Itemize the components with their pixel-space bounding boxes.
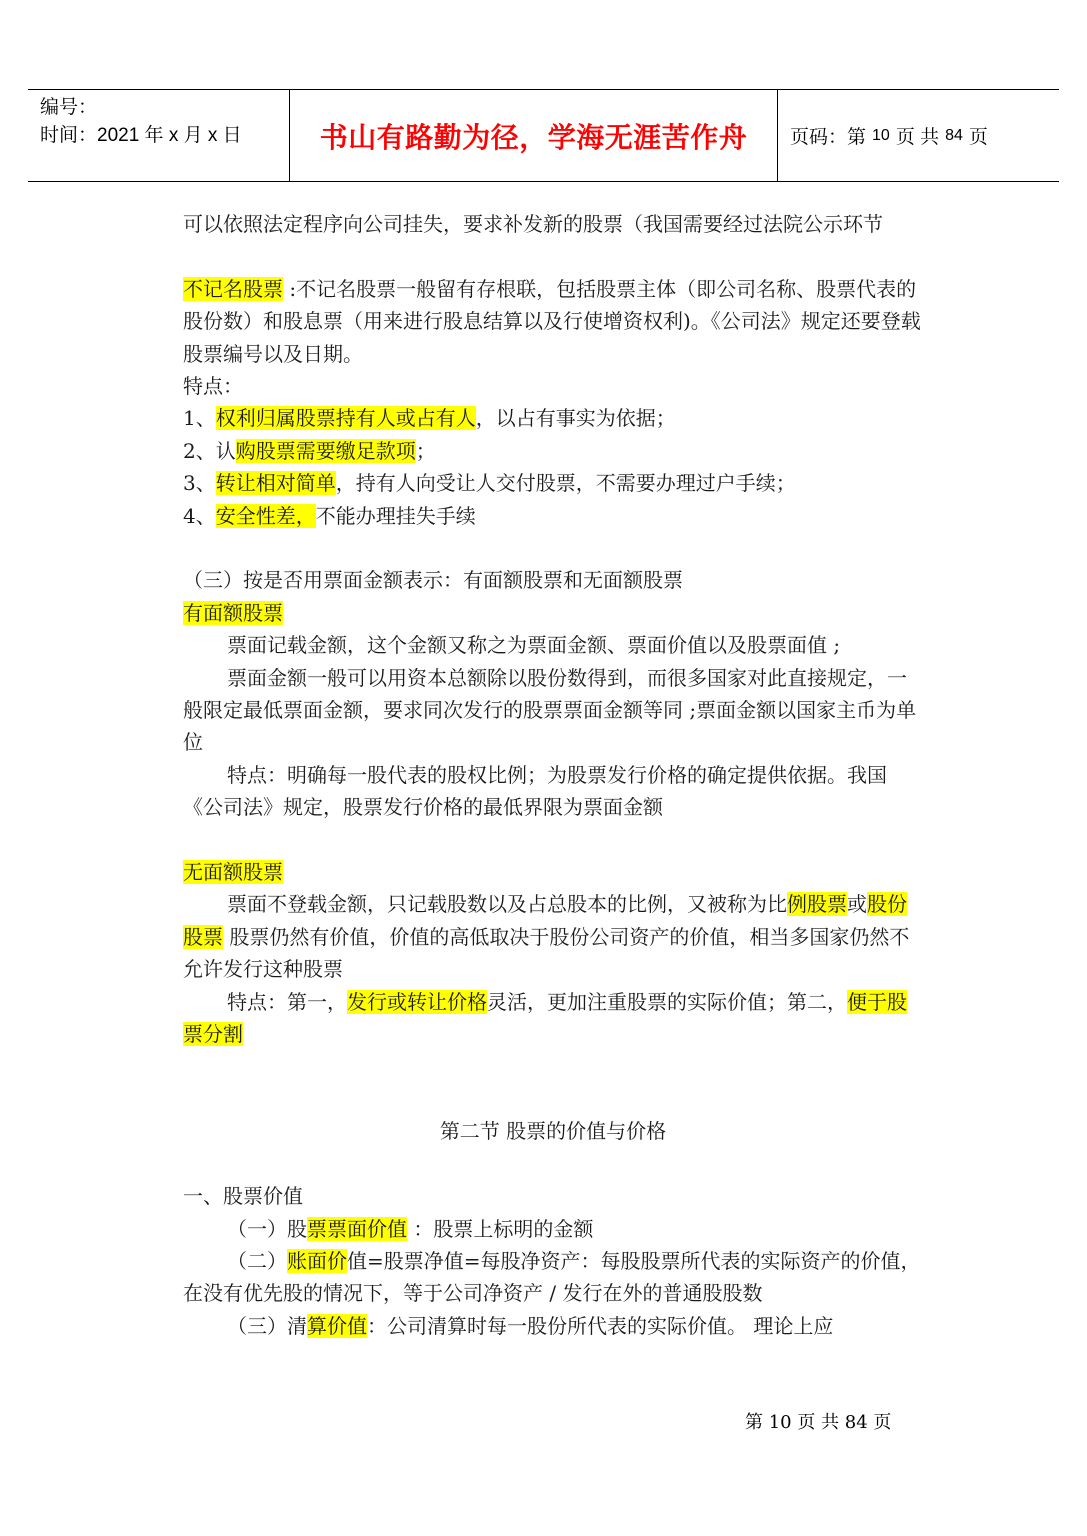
value-item-2-post: 值=股票净值=每股净资产：每股股票所代表的实际资产的价值，在没有优先股的情况下，等于公司净资产 / 发行在外的普通股股数 xyxy=(183,1248,921,1306)
par-value-p1: 票面记载金额，这个金额又称之为票面金额、票面价值以及股票面值 ; xyxy=(227,633,841,658)
stock-value-heading: 一、股票价值 xyxy=(183,1184,303,1209)
feature-3-text: ，持有人向受让人交付股票，不需要办理过户手续； xyxy=(335,471,796,496)
value-item-3-highlight: 算价值 xyxy=(307,1313,367,1338)
value-item-3-pre: （三）清 xyxy=(227,1313,307,1338)
bearer-features-label: 特点： xyxy=(183,374,243,399)
value-item-2-pre: （二） xyxy=(227,1248,287,1273)
no-par-p2-highlight-1: 发行或转让价格 xyxy=(347,989,487,1014)
stock-value-item-1 xyxy=(183,1213,923,1245)
par-value-term-line xyxy=(183,597,923,629)
paragraph-continuation: 可以依照法定程序向公司挂失，要求补发新的股票（我国需要经过法院公示环节 xyxy=(183,212,883,236)
bearer-feature-2 xyxy=(183,435,923,467)
no-par-p2-highlight-2: 便于股票分割 xyxy=(183,989,907,1047)
feature-1-num: 1、 xyxy=(183,406,216,431)
value-item-3-post: ：公司清算时每一股份所代表的实际价值。 理论上应 xyxy=(367,1313,834,1338)
value-item-1-post: ：股票上标明的金额 xyxy=(407,1216,594,1241)
no-par-p2-a: 特点：第一， xyxy=(227,989,347,1014)
feature-4-highlight: 安全性差， xyxy=(215,503,316,528)
par-value-p3: 特点：明确每一股代表的股权比例；为股票发行价格的确定提供依据。我国《公司法》规定，股票发行价格的最低界限为票面金额 xyxy=(183,762,887,820)
stock-value-item-3 xyxy=(183,1310,923,1342)
par-value-p2: 票面金额一般可以用资本总额除以股份数得到，而很多国家对此直接规定，一般限定最低票面金额，要求同次发行的股票票面金额等同 ;票面金额以国家主币为单位 xyxy=(183,665,917,755)
value-item-1-pre: （一）股 xyxy=(227,1216,307,1241)
no-par-p1-a: 票面不登载金额，只记载股数以及占总股本的比例，又被称为比 xyxy=(227,892,787,917)
header-page-prefix: 页码：第 xyxy=(790,127,867,148)
no-par-p1-b: 或 xyxy=(847,892,867,917)
document-body xyxy=(183,208,923,1342)
value-item-2-highlight: 账面价 xyxy=(287,1248,347,1273)
header-page-mid: 页 共 xyxy=(895,127,940,148)
no-par-p1-highlight-2: 股份股票 xyxy=(183,892,907,949)
par-value-heading: （三）按是否用票面金额表示：有面额股票和无面额股票 xyxy=(183,568,683,593)
feature-1-highlight: 权利归属股票持有人或占有人 xyxy=(215,406,476,431)
bearer-feature-4 xyxy=(183,500,923,532)
no-par-p2-b: 灵活，更加注重股票的实际价值；第二， xyxy=(487,989,847,1014)
header-page-current: 10 xyxy=(872,126,890,144)
header-motto: 书山有路勤为径，学海无涯苦作舟 xyxy=(290,90,778,181)
no-par-term: 无面额股票 xyxy=(183,860,283,885)
no-par-p1-highlight-1: 例股票 xyxy=(787,892,847,917)
stock-value-item-2 xyxy=(183,1245,923,1310)
bearer-feature-1 xyxy=(183,402,923,434)
feature-3-num: 3、 xyxy=(183,471,216,496)
no-par-term-line xyxy=(183,856,923,888)
feature-2-text: ； xyxy=(415,438,436,463)
bearer-stock-definition xyxy=(183,273,923,370)
section-2-title: 第二节 股票的价值与价格 xyxy=(439,1119,667,1144)
no-par-p2 xyxy=(183,986,923,1051)
value-item-1-highlight: 票票面价值 xyxy=(307,1216,407,1241)
header-page-suffix: 页 xyxy=(968,127,988,148)
bearer-feature-3 xyxy=(183,467,923,499)
no-par-p1-c: 股票仍然有价值，价值的高低取决于股份公司资产的价值，相当多国家仍然不允许发行这种股票 xyxy=(183,924,910,982)
feature-2-num: 2、认 xyxy=(183,438,236,463)
feature-4-text: 不能办理挂失手续 xyxy=(315,503,476,528)
par-value-term: 有面额股票 xyxy=(183,600,283,625)
feature-4-num: 4、 xyxy=(183,503,216,528)
page-header xyxy=(28,89,1059,182)
feature-2-highlight: 购股票需要缴足款项 xyxy=(235,438,416,463)
header-meta xyxy=(28,90,290,181)
page-footer: 第 10 页 共 84 页 xyxy=(745,1412,892,1433)
header-page-info xyxy=(778,90,1059,181)
feature-3-highlight: 转让相对简单 xyxy=(215,471,336,496)
header-number-label: 编号： xyxy=(40,97,98,118)
no-par-p1 xyxy=(183,888,923,985)
feature-1-text: ，以占有事实为依据； xyxy=(475,406,676,431)
bearer-stock-desc: :不记名股票一般留有存根联，包括股票主体（即公司名称、股票代表的股份数）和股息票（用来进行股息结算以及行使增资权利)。《公司法》规定还要登载股票编号以及日期。 xyxy=(183,276,921,366)
header-page-total: 84 xyxy=(945,126,963,144)
header-time-label: 时间：2021 年 x 月 x 日 xyxy=(40,125,242,146)
bearer-stock-term: 不记名股票 xyxy=(183,276,283,301)
